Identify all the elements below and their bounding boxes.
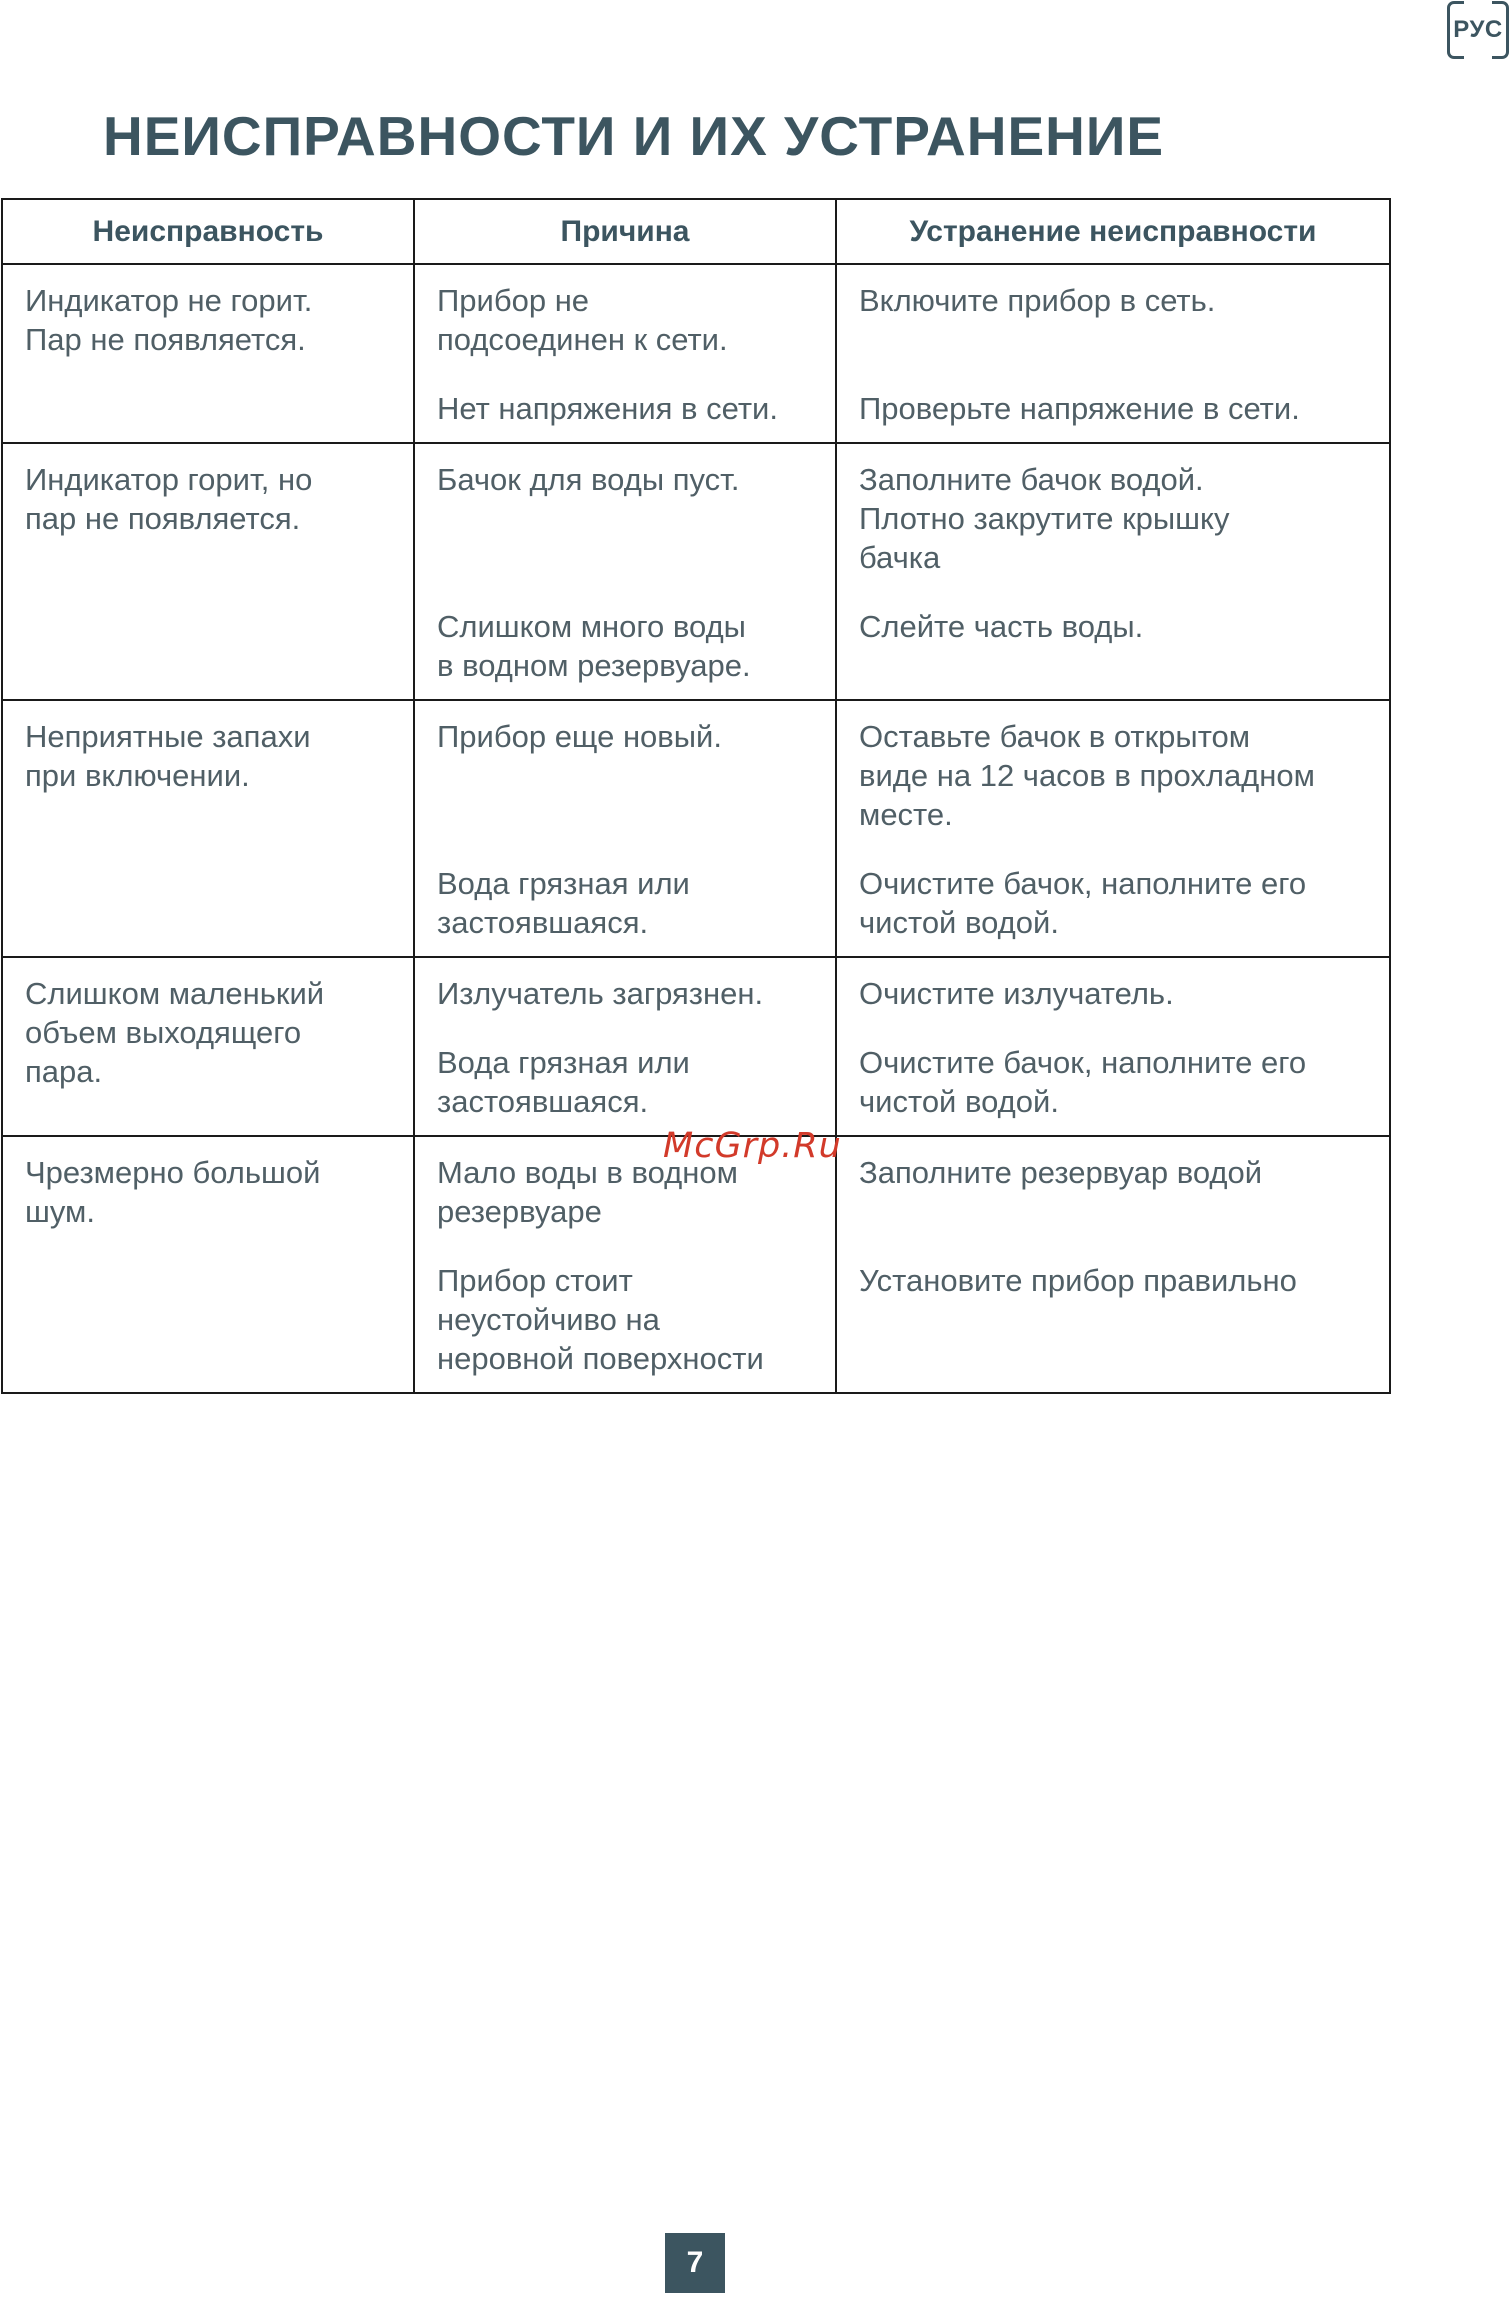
problem-text: Индикатор не горит. Пар не появляется. xyxy=(25,283,313,357)
cause-text: Слишком много воды в водном резервуаре. xyxy=(437,609,751,683)
fix-text: Проверьте напряжение в сети. xyxy=(859,391,1300,426)
table-row xyxy=(2,1136,1390,1393)
fix-cell xyxy=(836,957,1390,1136)
fix-text: Установите прибор правильно xyxy=(859,1263,1297,1298)
cause-text: Мало воды в водном резервуаре xyxy=(437,1155,738,1229)
cause-text: Бачок для воды пуст. xyxy=(437,462,740,497)
page-title: НЕИСПРАВНОСТИ И ИХ УСТРАНЕНИЕ xyxy=(103,105,1165,167)
fix-text: Оставьте бачок в открытом виде на 12 часов в прохладном месте. xyxy=(859,719,1315,832)
problem-cell xyxy=(2,700,414,957)
table-row xyxy=(2,957,1390,1136)
fix-cell xyxy=(836,1136,1390,1393)
cause-cell xyxy=(414,443,836,700)
cause-cell xyxy=(414,264,836,443)
cause-text: Нет напряжения в сети. xyxy=(437,391,778,426)
language-label: РУС xyxy=(1453,16,1503,43)
column-header-problem: Неисправность xyxy=(2,199,414,264)
fix-text: Заполните резервуар водой xyxy=(859,1155,1263,1190)
problem-cell xyxy=(2,443,414,700)
table-row xyxy=(2,700,1390,957)
column-header-fix: Устранение неисправности xyxy=(836,199,1390,264)
cause-text: Вода грязная или застоявшаяся. xyxy=(437,866,690,940)
cause-text: Прибор не подсоединен к сети. xyxy=(437,283,728,357)
table-row xyxy=(2,443,1390,700)
problem-cell xyxy=(2,1136,414,1393)
table-header-row xyxy=(2,199,1390,264)
problem-text: Чрезмерно большой шум. xyxy=(25,1155,321,1229)
fix-text: Очистите излучатель. xyxy=(859,976,1174,1011)
language-badge xyxy=(1447,1,1509,59)
fix-cell xyxy=(836,264,1390,443)
table-row xyxy=(2,264,1390,443)
watermark: McGrp.Ru xyxy=(663,1126,842,1166)
cause-cell xyxy=(414,700,836,957)
problem-text: Слишком маленький объем выходящего пара. xyxy=(25,976,325,1089)
fix-text: Слейте часть воды. xyxy=(859,609,1144,644)
fix-cell xyxy=(836,443,1390,700)
cause-cell xyxy=(414,1136,836,1393)
problem-text: Индикатор горит, но пар не появляется. xyxy=(25,462,313,536)
fix-text: Очистите бачок, наполните его чистой водой. xyxy=(859,1045,1307,1119)
cause-cell xyxy=(414,957,836,1136)
fix-text: Очистите бачок, наполните его чистой водой. xyxy=(859,866,1307,940)
problem-text: Неприятные запахи при включении. xyxy=(25,719,311,793)
fix-text: Заполните бачок водой. Плотно закрутите крышку бачка xyxy=(859,462,1230,575)
problem-cell xyxy=(2,957,414,1136)
cause-text: Вода грязная или застоявшаяся. xyxy=(437,1045,690,1119)
cause-text: Излучатель загрязнен. xyxy=(437,976,764,1011)
cause-text: Прибор еще новый. xyxy=(437,719,722,754)
page-number: 7 xyxy=(665,2233,725,2293)
column-header-cause: Причина xyxy=(414,199,836,264)
fix-text: Включите прибор в сеть. xyxy=(859,283,1216,318)
troubleshooting-table xyxy=(1,198,1391,1394)
problem-cell xyxy=(2,264,414,443)
cause-text: Прибор стоит неустойчиво на неровной поверхности xyxy=(437,1263,764,1376)
fix-cell xyxy=(836,700,1390,957)
